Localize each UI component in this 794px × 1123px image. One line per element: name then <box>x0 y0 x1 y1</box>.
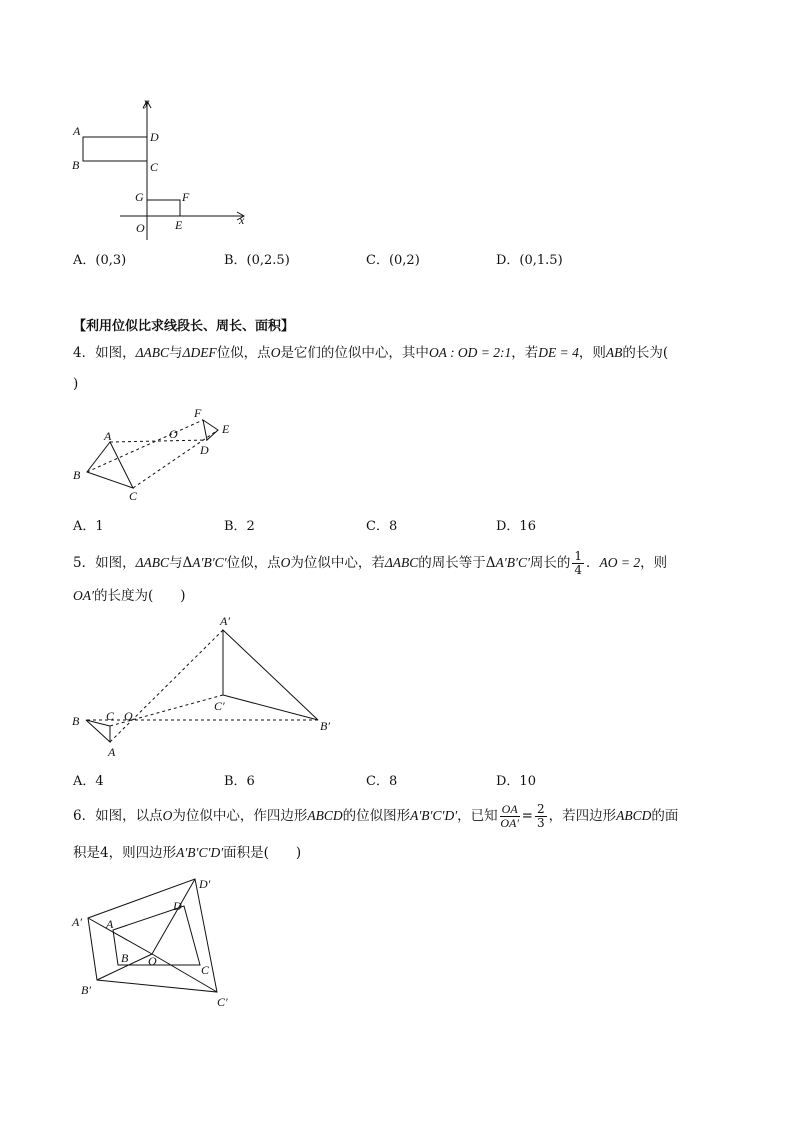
q6-m5: A′B′C′D′ <box>176 845 224 860</box>
label-c1: C′ <box>217 995 228 1009</box>
q6-t1: 如图，以点 <box>95 808 163 824</box>
q5-frac-den: 4 <box>574 563 583 577</box>
label-f: F <box>182 190 190 204</box>
label-c1: C′ <box>214 699 225 713</box>
dash-a1a <box>110 630 223 742</box>
label-e: E <box>222 422 230 436</box>
q4-m6: AB <box>605 345 623 360</box>
ray-a1 <box>88 918 152 954</box>
q4-m2: ΔDEF <box>182 345 217 360</box>
label-d: D <box>150 130 159 144</box>
label-a1: A′ <box>72 915 82 929</box>
label-o: O <box>148 954 157 968</box>
q5-t1: 如图， <box>95 555 136 571</box>
q3-option-b[interactable]: B．(0,2.5) <box>224 253 290 268</box>
label-c: C <box>150 160 159 174</box>
triangle-abc <box>87 442 133 488</box>
q5-m7: OA′ <box>73 588 94 603</box>
q5-m5: A′B′C′ <box>495 555 530 570</box>
triangle-abc <box>86 720 110 742</box>
q4-t3: 位似，点 <box>216 345 271 361</box>
label-e: E <box>175 218 183 232</box>
q4-option-c[interactable]: C．8 <box>366 519 398 534</box>
q6-t5: ，若四边形 <box>548 808 617 824</box>
label-b: B <box>121 951 129 965</box>
q5-m6: AO = 2 <box>599 555 641 570</box>
q5-t6: 周长的 <box>529 555 571 571</box>
q5-m1: ΔABC <box>135 555 170 570</box>
q6-t3: 的位似图形 <box>342 808 411 824</box>
q6-t4: ，已知 <box>457 808 498 824</box>
q3-option-a[interactable]: A．(0,3) <box>73 253 127 268</box>
q5-option-c[interactable]: C．8 <box>366 774 398 789</box>
label-a1: A′ <box>220 614 230 628</box>
q4-option-d[interactable]: D．16 <box>496 519 536 534</box>
q5-text-line2 <box>73 586 186 606</box>
q6-m2: ABCD <box>307 808 343 823</box>
label-f: F <box>194 406 202 420</box>
q5-t8: ，则 <box>640 555 668 571</box>
q5-t2: 与Δ <box>169 555 193 571</box>
q4-m4: OA : OD = 2:1 <box>428 345 512 360</box>
q6-t6: 的面 <box>651 808 679 824</box>
q5-t4: 为位似中心，若 <box>290 555 385 571</box>
q5-frac-num: 1 <box>574 549 583 563</box>
q5-fraction <box>572 550 584 577</box>
dash-bf <box>87 420 203 472</box>
q5-option-b[interactable]: B．6 <box>224 774 255 789</box>
q6-t8: 面积是( ) <box>223 845 302 861</box>
label-c: C <box>201 963 210 977</box>
q4-figure <box>68 400 248 505</box>
label-o: O <box>124 709 133 723</box>
q4-t2: 与 <box>169 345 183 361</box>
q4-t1: 如图， <box>95 345 136 361</box>
q5-t5: 的周长等于Δ <box>418 555 496 571</box>
q6-frac1-num: OA <box>501 802 518 816</box>
q5-figure <box>68 610 348 760</box>
q6-m4: ABCD <box>616 808 652 823</box>
q4-m5: DE = 4 <box>538 345 579 360</box>
label-a: A <box>104 429 112 443</box>
label-y: y <box>144 95 150 109</box>
label-a: A <box>106 917 114 931</box>
ray-d1 <box>152 879 195 954</box>
label-c: C <box>106 709 115 723</box>
q5-t7: ． <box>586 555 600 571</box>
label-c: C <box>129 489 138 503</box>
q6-eq: = <box>521 808 533 824</box>
triangle-def <box>203 420 218 440</box>
q4-option-b[interactable]: B．2 <box>224 519 255 534</box>
q4-t6: ，则 <box>578 345 606 361</box>
label-a: A <box>73 124 81 138</box>
triangle-a1b1c1 <box>223 630 318 720</box>
rect-abcd <box>83 137 147 161</box>
q5-m4: ΔABC <box>384 555 419 570</box>
q6-frac2-num: 2 <box>536 802 545 816</box>
q6-text-line2 <box>73 843 301 863</box>
q5-option-d[interactable]: D．10 <box>496 774 536 789</box>
q6-fraction-oa <box>500 803 520 830</box>
q6-m3: A′B′C′D′ <box>410 808 458 823</box>
q4-m3: O <box>270 345 281 360</box>
q6-m1: O <box>162 808 173 823</box>
q4-m1: ΔABC <box>135 345 170 360</box>
q5-m2: A′B′C′ <box>192 555 227 570</box>
label-o: O <box>136 221 145 235</box>
q6-figure <box>68 870 253 1015</box>
q3-option-d[interactable]: D．(0,1.5) <box>496 253 563 268</box>
q6-t7: 积是4，则四边形 <box>73 845 177 861</box>
q5-option-a[interactable]: A．4 <box>73 774 104 789</box>
q6-frac2-den: 3 <box>536 816 545 830</box>
q5-t3: 位似，点 <box>226 555 281 571</box>
q3-figure <box>68 95 253 240</box>
label-d: D <box>200 443 209 457</box>
label-a: A <box>108 745 116 759</box>
label-b1: B′ <box>320 719 330 733</box>
label-b1: B′ <box>81 983 91 997</box>
label-d1: D′ <box>199 877 211 891</box>
q6-t2: 为位似中心，作四边形 <box>172 808 308 824</box>
q5-t9: 的长度为( ) <box>93 588 186 604</box>
label-x: x <box>239 213 245 227</box>
label-g: G <box>135 190 144 204</box>
label-o: O <box>169 427 178 441</box>
label-b: B <box>72 158 80 172</box>
rect-oefg <box>147 200 180 216</box>
q6-text <box>73 800 678 832</box>
q5-m3: O <box>280 555 291 570</box>
q4-t7: 的长为( <box>622 345 669 361</box>
label-b: B <box>73 468 81 482</box>
q4-number: 4． <box>73 345 96 361</box>
q4-t4: 是它们的位似中心，其中 <box>280 345 429 361</box>
q4-t5: ，若 <box>511 345 539 361</box>
label-d: D <box>173 899 182 913</box>
q4-close-paren: ) <box>73 376 79 392</box>
section-heading: 【利用位似比求线段长、周长、面积】 <box>73 319 295 334</box>
q4-text <box>73 343 668 363</box>
q6-fraction-ratio <box>535 803 547 830</box>
q6-frac1-den: OA′ <box>500 816 519 830</box>
q5-text <box>73 550 667 576</box>
q6-number: 6． <box>73 808 96 824</box>
q3-option-c[interactable]: C．(0,2) <box>366 253 420 268</box>
label-b: B <box>72 714 80 728</box>
q5-number: 5． <box>73 555 96 571</box>
q4-option-a[interactable]: A．1 <box>73 519 104 534</box>
